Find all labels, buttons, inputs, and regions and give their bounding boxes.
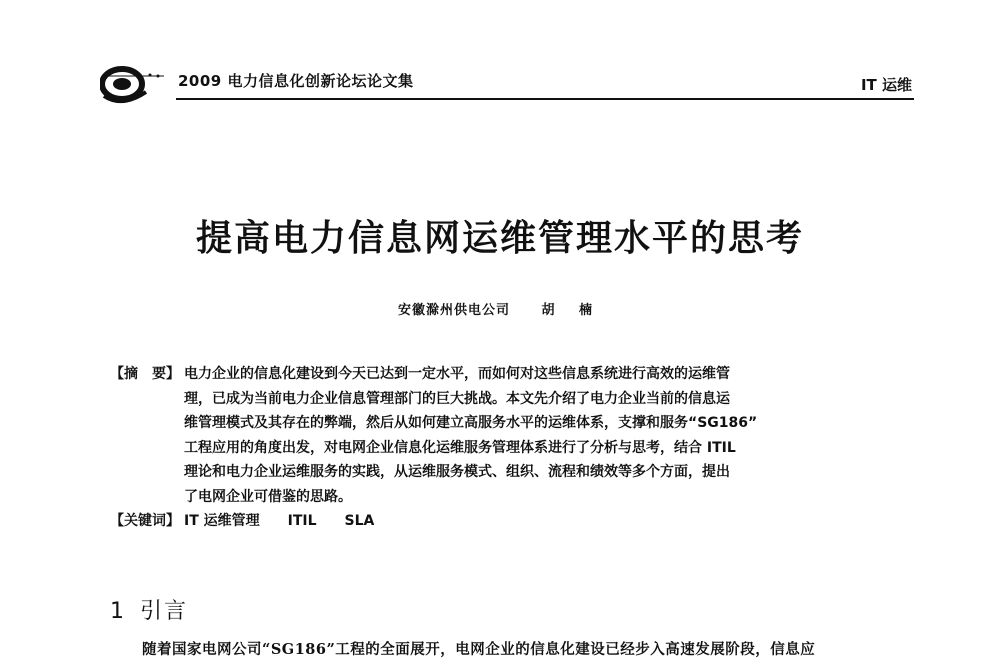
keywords-row: [110, 509, 856, 534]
abstract-text: [184, 362, 856, 509]
abstract-line: 电力企业的信息化建设到今天已达到一定水平，而如何对这些信息系统进行高效的运维管: [184, 366, 730, 382]
article-title: 提高电力信息网运维管理水平的思考: [195, 218, 804, 259]
abstract-label: 【摘 要】: [110, 366, 180, 382]
abstract-block: [110, 362, 856, 534]
body-paragraph: 随着国家电网公司“SG186”工程的全面展开，电网企业的信息化建设已经步入高速发展阶段，信息应: [142, 641, 816, 658]
keyword: ITIL: [287, 513, 317, 529]
journal-logo-icon: [100, 62, 166, 104]
section-number: 1: [110, 599, 126, 624]
author: 胡 楠: [541, 303, 603, 318]
abstract-line: 工程应用的角度出发，对电网企业信息化运维服务管理体系进行了分析与思考，结合 ITIL: [184, 439, 736, 456]
section-title: 引言: [140, 599, 189, 624]
abstract-line: 理，已成为当前电力企业信息管理部门的巨大挑战。本文先介绍了电力企业当前的信息运: [184, 390, 730, 407]
keywords-label: 【关键词】: [110, 513, 180, 529]
affiliation: 安徽滁州供电公司: [397, 303, 510, 318]
keyword: SLA: [344, 513, 375, 529]
header-rule: [176, 98, 914, 100]
running-header-title: 2009 电力信息化创新论坛论文集: [178, 72, 414, 90]
byline: [0, 299, 1000, 318]
abstract-line: 维管理模式及其存在的弊端，然后从如何建立高服务水平的运维体系，支撑和服务“SG186”: [184, 415, 758, 431]
abstract-line: 了电网企业可借鉴的思路。: [184, 488, 352, 505]
keyword: IT 运维管理: [184, 513, 260, 529]
section-heading: [110, 594, 188, 625]
running-header-section: IT 运维: [860, 76, 912, 94]
abstract-line: 理论和电力企业运维服务的实践，从运维服务模式、组织、流程和绩效等多个方面，提出: [184, 464, 730, 480]
